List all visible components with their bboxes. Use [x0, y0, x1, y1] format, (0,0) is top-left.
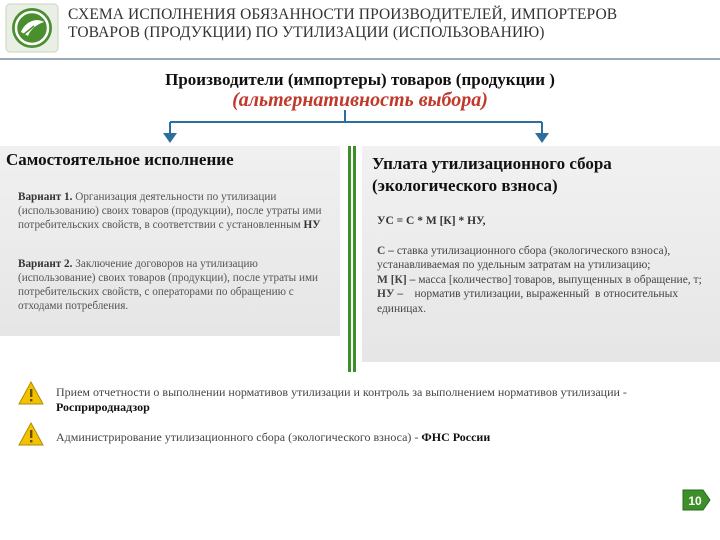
alternative-choice-label: (альтернативность выбора)	[232, 89, 488, 111]
def-c: С – ставка утилизационного сбора (экологического взноса), устанавливаемая по удельным затратам на утилизацию;	[377, 245, 671, 272]
title-line-1: СХЕМА ИСПОЛНЕНИЯ ОБЯЗАННОСТИ ПРОИЗВОДИТЕЛЕЙ, ИМПОРТЕРОВ	[68, 6, 618, 23]
producers-heading: Производители (импортеры) товаров (продукции )	[165, 70, 555, 89]
divider-bar	[348, 146, 351, 372]
self-execution-title: Самостоятельное исполнение	[6, 150, 234, 169]
variant-1-text	[18, 190, 334, 232]
page-number-badge	[681, 487, 711, 513]
fns-label: ФНС России	[421, 430, 491, 444]
warning-icon	[18, 421, 44, 447]
variant-1-body: Организация деятельности по утилизации (использованию) своих товаров (продукции), после утраты ими потребительских свойств, в соответствии с установленным	[18, 191, 322, 231]
fee-payment-title	[372, 153, 712, 197]
rosprirodnadzor-label: Росприроднадзор	[56, 400, 150, 414]
divider-bar	[353, 146, 356, 372]
arrow-right-icon	[535, 133, 549, 143]
def-m: М [К] – масса [количество] товаров, выпущенных в обращение, т;	[377, 273, 702, 286]
arrow-left-icon	[163, 133, 177, 143]
variant-1-label: Вариант 1.	[18, 191, 73, 203]
fee-title-line-1: Уплата утилизационного сбора	[372, 154, 612, 173]
title-line-2: ТОВАРОВ (ПРОДУКЦИИ) ПО УТИЛИЗАЦИИ (ИСПОЛЬЗОВАНИЮ)	[68, 24, 545, 41]
variant-1-nu: НУ	[303, 219, 321, 231]
reporting-note: Прием отчетности о выполнении нормативов утилизации и контроль за выполнением нормативов утилизации - Росприроднадзор	[56, 385, 627, 414]
formula-definitions	[377, 244, 712, 316]
fee-title-line-2: (экологического взноса)	[372, 176, 558, 195]
variant-2-body: Заключение договоров на утилизацию (использование) своих товаров (продукции), после утраты ими потребительских свойств, с операторами по обращению с отходами потребления.	[18, 258, 319, 312]
warning-icon	[18, 380, 44, 406]
administration-note: Администрирование утилизационного сбора (экологического взноса) - ФНС России	[56, 430, 491, 444]
def-nu: НУ – норматив утилизации, выраженный в относительных единицах.	[377, 288, 682, 315]
page-number: 10	[688, 494, 702, 508]
variant-2-label: Вариант 2.	[18, 258, 73, 270]
variant-2-text	[18, 257, 334, 313]
fee-formula: УС = С * М [К] * НУ,	[377, 215, 486, 227]
